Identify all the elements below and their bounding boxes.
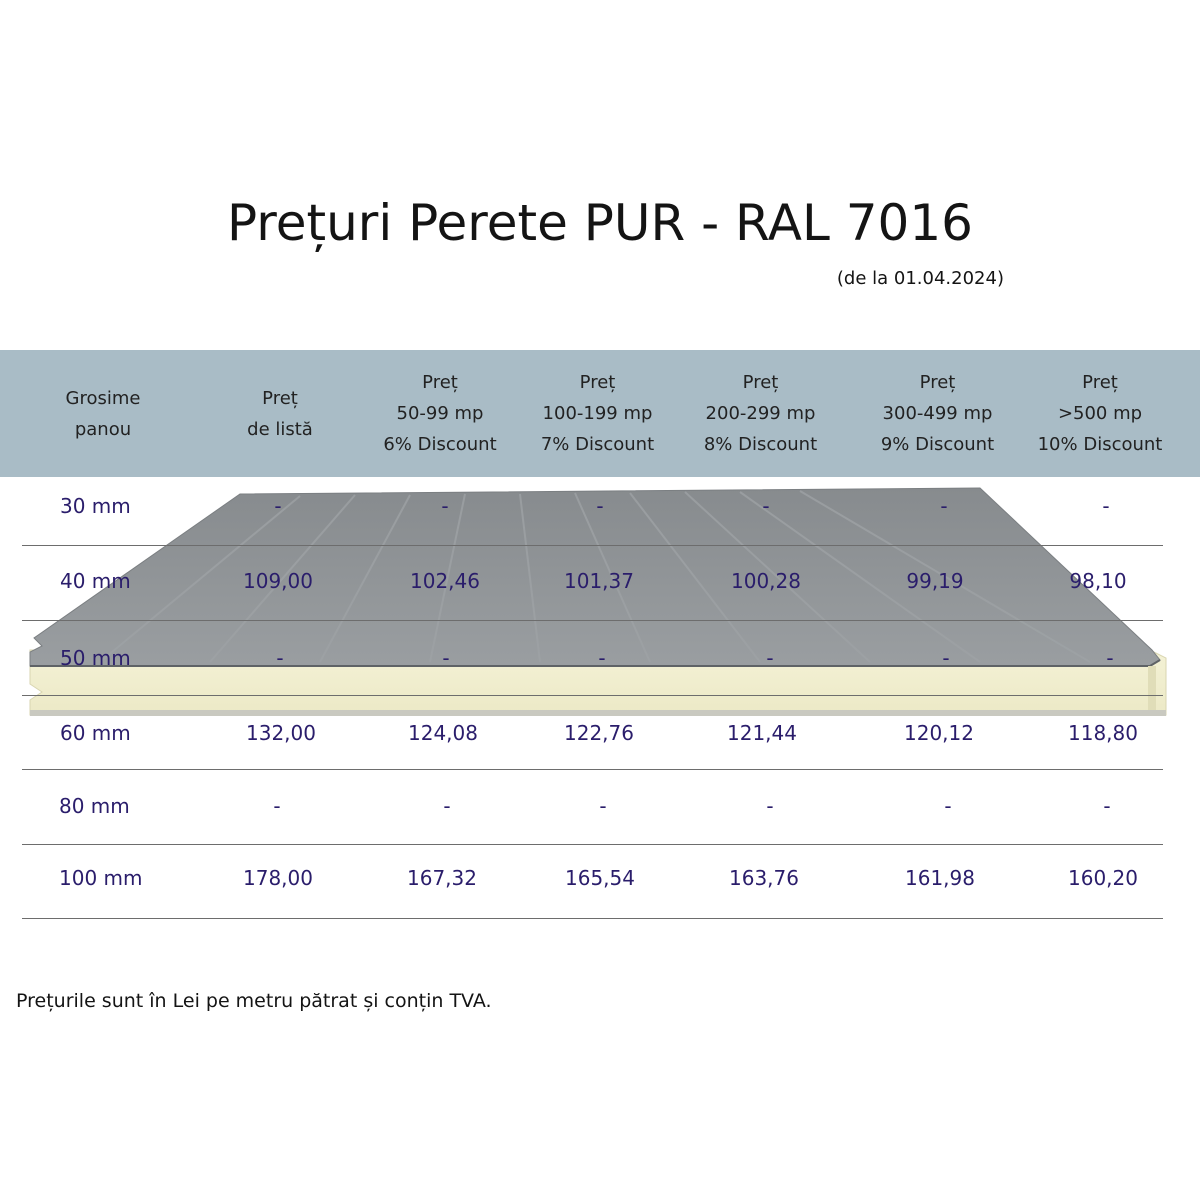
price-cell: 118,80 [1068, 721, 1138, 745]
header-line: 10% Discount [1037, 434, 1163, 455]
header-line: de listă [247, 418, 313, 440]
thickness-cell: 100 mm [59, 866, 143, 890]
row-divider [22, 620, 1163, 621]
header-line: Preț [1082, 372, 1118, 393]
price-cell: - [1103, 794, 1111, 818]
header-line: panou [74, 418, 132, 440]
header-price-100-199 [520, 350, 675, 477]
price-cell: 160,20 [1068, 866, 1138, 890]
row-divider [22, 844, 1163, 845]
price-cell: 99,19 [906, 569, 964, 593]
price-cell: - [762, 494, 770, 518]
header-price-500-plus [1020, 350, 1180, 477]
price-cell: 109,00 [243, 569, 313, 593]
price-cell: 161,98 [905, 866, 975, 890]
price-cell: - [766, 646, 774, 670]
price-cell: 167,32 [407, 866, 477, 890]
price-cell: 163,76 [729, 866, 799, 890]
header-thickness [50, 350, 156, 477]
thickness-cell: 80 mm [59, 794, 130, 818]
header-price-50-99 [365, 350, 515, 477]
price-cell: 122,76 [564, 721, 634, 745]
price-cell: 101,37 [564, 569, 634, 593]
price-cell: - [273, 794, 281, 818]
price-cell: 124,08 [408, 721, 478, 745]
price-cell: 100,28 [731, 569, 801, 593]
price-cell: - [596, 494, 604, 518]
thickness-cell: 60 mm [60, 721, 131, 745]
header-line: Preț [579, 372, 616, 393]
price-cell: 165,54 [565, 866, 635, 890]
header-line: Preț [742, 372, 779, 393]
price-cell: - [942, 646, 950, 670]
price-cell: - [599, 794, 607, 818]
row-divider [22, 695, 1163, 696]
price-cell: - [443, 794, 451, 818]
thickness-cell: 30 mm [60, 494, 131, 518]
header-list-price [220, 350, 340, 477]
header-line: 6% Discount [383, 434, 497, 455]
price-footnote: Prețurile sunt în Lei pe metru pătrat și conțin TVA. [16, 990, 492, 1012]
header-line: 200-299 mp [705, 403, 816, 424]
price-cell: - [441, 494, 449, 518]
thickness-cell: 40 mm [60, 569, 131, 593]
page-title: Prețuri Perete PUR - RAL 7016 [227, 194, 973, 252]
price-cell: 121,44 [727, 721, 797, 745]
header-line: Preț [422, 372, 458, 393]
price-cell: 120,12 [904, 721, 974, 745]
row-divider [22, 769, 1163, 770]
header-line: >500 mp [1057, 403, 1143, 424]
price-cell: - [940, 494, 948, 518]
header-line: Grosime [65, 387, 141, 409]
price-cell: - [276, 646, 284, 670]
header-line: 8% Discount [703, 434, 818, 455]
header-line: 50-99 mp [396, 403, 484, 424]
price-cell: - [598, 646, 606, 670]
price-cell: - [442, 646, 450, 670]
header-line: 300-499 mp [882, 403, 993, 424]
price-cell: - [1106, 646, 1114, 670]
price-cell: 102,46 [410, 569, 480, 593]
header-line: 100-199 mp [542, 403, 653, 424]
price-cell: 178,00 [243, 866, 313, 890]
header-line: Preț [262, 387, 298, 409]
thickness-cell: 50 mm [60, 646, 131, 670]
row-divider [22, 545, 1163, 546]
effective-date: (de la 01.04.2024) [836, 268, 1004, 289]
price-cell: - [274, 494, 282, 518]
header-line: Preț [919, 372, 956, 393]
header-line: 9% Discount [880, 434, 995, 455]
price-cell: - [1102, 494, 1110, 518]
header-price-200-299 [683, 350, 838, 477]
price-cell: 132,00 [246, 721, 316, 745]
price-cell: - [944, 794, 952, 818]
header-price-300-499 [860, 350, 1015, 477]
price-cell: - [766, 794, 774, 818]
price-cell: 98,10 [1069, 569, 1127, 593]
header-line: 7% Discount [540, 434, 655, 455]
row-divider [22, 918, 1163, 919]
